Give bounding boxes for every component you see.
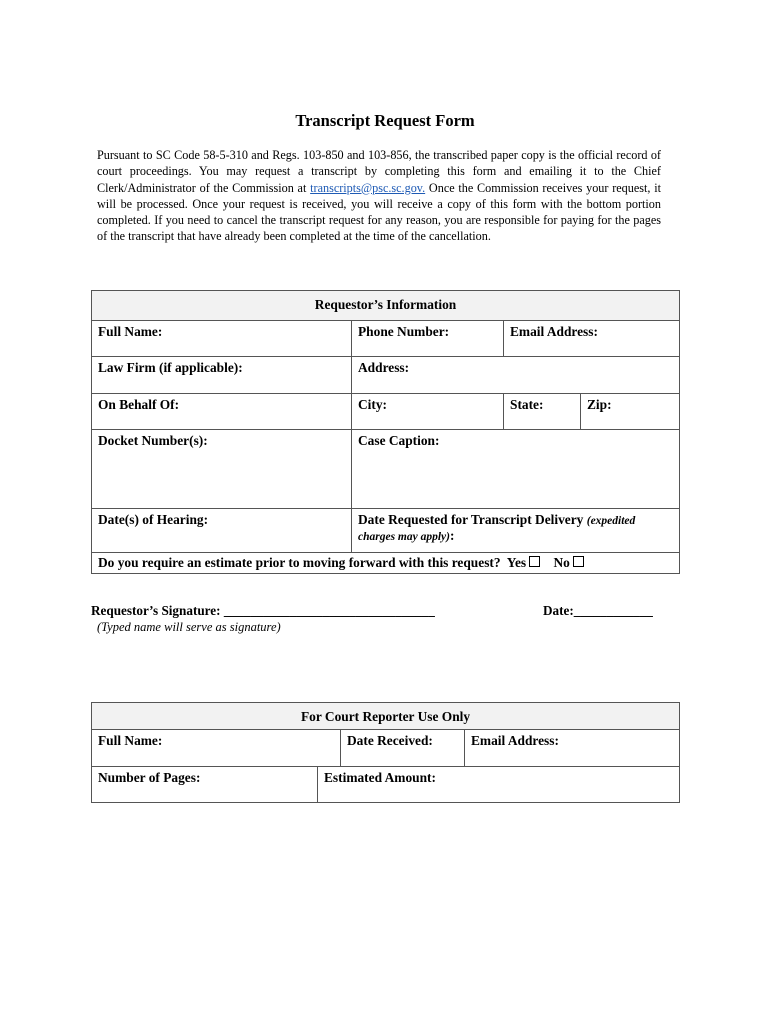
address-field[interactable]: Address:	[352, 357, 680, 394]
date-requested-colon: :	[449, 528, 455, 543]
estimate-row	[92, 553, 680, 574]
date-received-field[interactable]: Date Received:	[341, 730, 465, 767]
reporter-full-name-field[interactable]: Full Name:	[92, 730, 341, 767]
email-link[interactable]: transcripts@psc.sc.gov.	[310, 180, 426, 195]
expedited-note: (expedited charges may apply)	[358, 515, 636, 543]
date-requested-field[interactable]	[352, 509, 680, 553]
city-field[interactable]: City:	[352, 394, 504, 430]
yes-label: Yes	[506, 555, 527, 570]
email-field[interactable]: Email Address:	[504, 321, 680, 357]
zip-field[interactable]: Zip:	[581, 394, 680, 430]
phone-field[interactable]: Phone Number:	[352, 321, 504, 357]
case-caption-field[interactable]: Case Caption:	[352, 430, 680, 509]
on-behalf-field[interactable]: On Behalf Of:	[92, 394, 352, 430]
hearing-dates-field[interactable]: Date(s) of Hearing:	[92, 509, 352, 553]
yes-checkbox[interactable]	[529, 556, 540, 567]
intro-text-part1: Pursuant to SC Code 58-5-310 and Regs. 103-850 and 103-856, the transcribed paper copy is the official record of court proceedings. You may request a transcript by completing this form and emailing it to the Chief Clerk/Administrator of the Commission at	[97, 148, 661, 195]
number-of-pages-field[interactable]: Number of Pages:	[92, 767, 318, 803]
intro-text-part2: Once the Commission receives your request, it will be processed. Once your request is received, you will receive a copy of this form with the bottom portion completed. If you need to cancel the transcript request for any reason, you are responsible for paying for the pages of the transcript that have already been completed at the time of the cancellation.	[97, 180, 661, 244]
docket-field[interactable]: Docket Number(s):	[92, 430, 352, 509]
estimate-question: Do you require an estimate prior to moving forward with this request?	[98, 555, 501, 570]
court-reporter-table	[91, 702, 680, 803]
state-field[interactable]: State:	[504, 394, 581, 430]
court-reporter-heading: For Court Reporter Use Only	[92, 703, 680, 730]
form-title: Transcript Request Form	[295, 111, 475, 130]
intro-paragraph	[97, 147, 661, 245]
requestor-info-heading: Requestor’s Information	[92, 291, 680, 321]
law-firm-field[interactable]: Law Firm (if applicable):	[92, 357, 352, 394]
signature-line[interactable]: Requestor’s Signature: ________________________________	[91, 603, 435, 618]
date-requested-label: Date Requested for Transcript Delivery	[358, 512, 584, 527]
requestor-info-table	[91, 290, 680, 574]
no-checkbox[interactable]	[573, 556, 584, 567]
estimated-amount-field[interactable]: Estimated Amount:	[318, 767, 680, 803]
full-name-field[interactable]: Full Name:	[92, 321, 352, 357]
signature-note: (Typed name will serve as signature)	[97, 620, 281, 634]
no-label: No	[553, 555, 570, 570]
reporter-email-field[interactable]: Email Address:	[465, 730, 680, 767]
signature-date-line[interactable]: Date:____________	[543, 603, 653, 618]
